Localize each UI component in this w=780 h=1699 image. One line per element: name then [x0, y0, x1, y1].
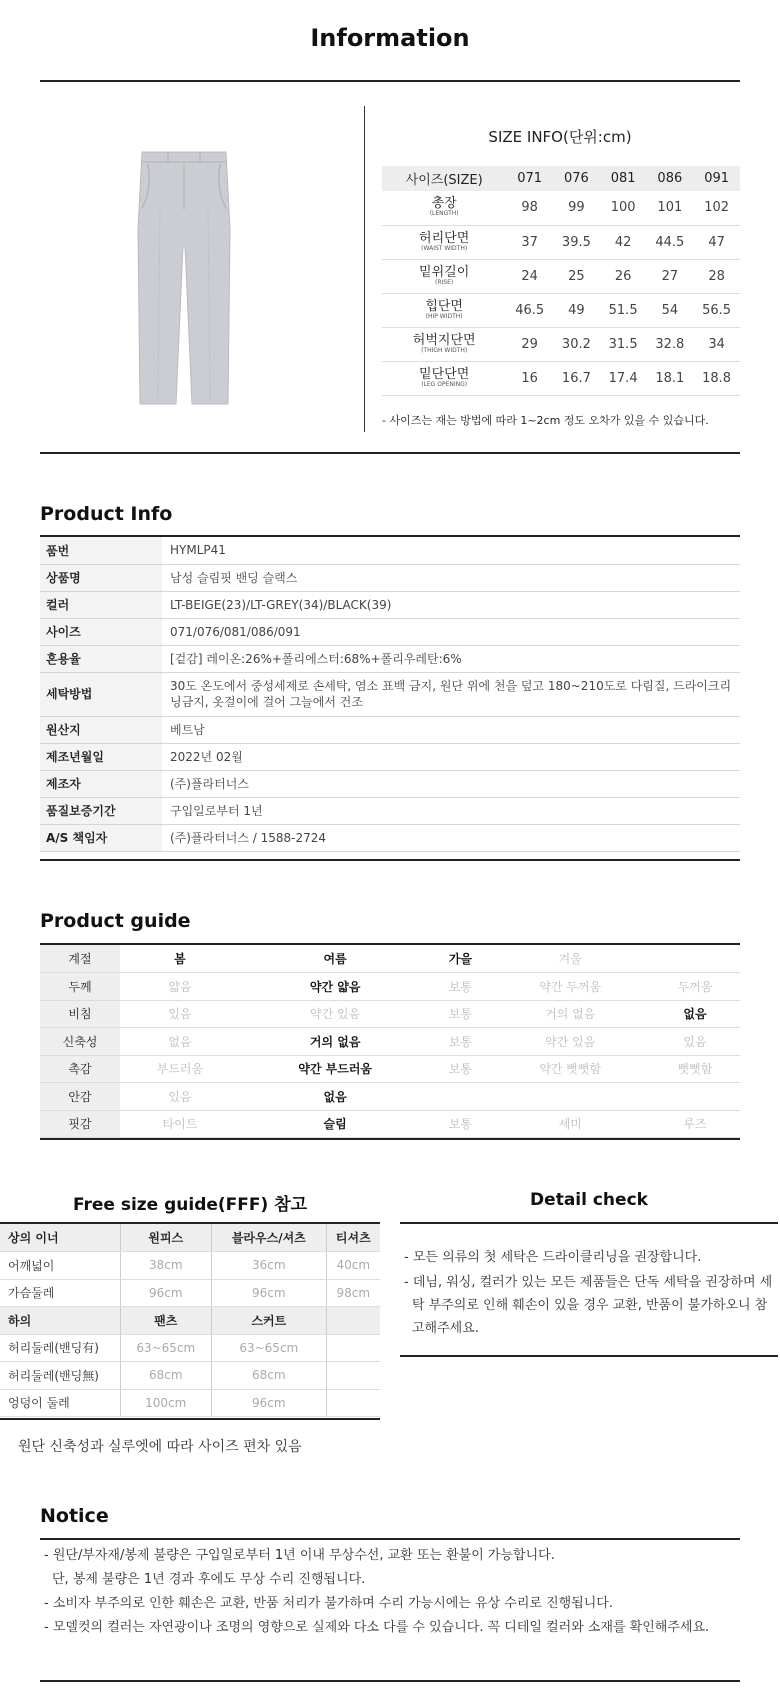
size-value: 16.7 [553, 361, 600, 395]
guide-option: 있음 [120, 1000, 240, 1028]
size-label-ko: 허리단면 [419, 230, 470, 246]
size-row-label [382, 259, 506, 293]
vertical-divider [364, 106, 365, 432]
info-value: LT-BEIGE(23)/LT-GREY(34)/BLACK(39) [162, 591, 740, 618]
size-header-label: 사이즈(SIZE) [382, 166, 506, 191]
divider [40, 80, 740, 82]
size-value: 18.8 [693, 361, 740, 395]
size-value: 29 [506, 327, 553, 361]
size-value: 99 [553, 191, 600, 225]
product-image-pants [134, 150, 234, 406]
guide-option-selected: 봄 [120, 945, 240, 973]
guide-option-selected: 없음 [650, 1000, 740, 1028]
info-row [40, 672, 740, 716]
info-key: 원산지 [40, 716, 162, 743]
free-size-header-cell: 티셔츠 [326, 1224, 380, 1252]
info-key: 품번 [40, 537, 162, 564]
divider [0, 1418, 380, 1420]
guide-option: 보통 [430, 1028, 490, 1056]
guide-key: 두께 [40, 973, 120, 1001]
info-key: 품질보증기간 [40, 797, 162, 824]
free-size-header-cell: 스커트 [212, 1307, 327, 1335]
size-value: 102 [693, 191, 740, 225]
free-size-row [0, 1362, 380, 1390]
free-size-value: 68cm [120, 1362, 212, 1390]
free-size-row [0, 1279, 380, 1307]
size-value: 44.5 [646, 225, 693, 259]
size-label-en: (WAIST WIDTH) [421, 244, 468, 252]
guide-row [40, 1000, 740, 1028]
guide-option: 있음 [120, 1083, 240, 1111]
size-row-label [382, 327, 506, 361]
free-size-header-cell: 블라우스/셔츠 [212, 1224, 327, 1252]
size-label-en: (LENGTH) [429, 210, 459, 218]
size-row-label [382, 293, 506, 327]
free-size-value: 96cm [212, 1389, 327, 1417]
notice-item: 단, 봉제 불량은 1년 경과 후에도 무상 수리 진행됩니다. [52, 1572, 366, 1587]
product-info-table [40, 537, 740, 852]
free-size-value: 100cm [120, 1389, 212, 1417]
info-key: 혼용율 [40, 645, 162, 672]
guide-option-selected: 가을 [430, 945, 490, 973]
size-label-en: (THIGH WIDTH) [421, 346, 468, 354]
size-value: 32.8 [646, 327, 693, 361]
free-size-value [326, 1389, 380, 1417]
info-value: 2022년 02월 [162, 743, 740, 770]
guide-option: 겨울 [490, 945, 650, 973]
info-value: 30도 온도에서 중성세제로 손세탁, 염소 표백 금지, 원단 위에 천을 덮고 180~210도로 다림질, 드라이크리닝금지, 옷걸이에 걸어 그늘에서 건조 [162, 672, 740, 716]
size-header: 076 [553, 166, 600, 191]
info-value: 071/076/081/086/091 [162, 618, 740, 645]
free-size-key: 어깨넓이 [0, 1252, 120, 1280]
info-row [40, 618, 740, 645]
guide-option-selected: 없음 [240, 1083, 431, 1111]
size-note: - 사이즈는 재는 방법에 따라 1~2cm 정도 오차가 있을 수 있습니다. [382, 414, 709, 427]
size-table-header [382, 166, 740, 191]
free-size-title: Free size guide(FFF) 참고 [72, 1195, 308, 1215]
size-info-title: SIZE INFO(단위:cm) [488, 128, 632, 146]
size-value: 28 [693, 259, 740, 293]
free-size-key: 엉덩이 둘레 [0, 1389, 120, 1417]
divider [400, 1222, 778, 1224]
guide-option: 없음 [120, 1028, 240, 1056]
guide-option: 뻣뻣함 [650, 1055, 740, 1083]
info-row [40, 770, 740, 797]
size-value: 100 [600, 191, 647, 225]
free-size-value: 63~65cm [120, 1334, 212, 1362]
size-row [382, 327, 740, 361]
guide-row [40, 945, 740, 973]
guide-option: 약간 있음 [490, 1028, 650, 1056]
guide-key: 비침 [40, 1000, 120, 1028]
free-size-header-cell: 팬츠 [120, 1307, 212, 1335]
info-key: 컬러 [40, 591, 162, 618]
free-size-table [0, 1224, 380, 1417]
size-row-label [382, 361, 506, 395]
free-size-note: 원단 신축성과 실루엣에 따라 사이즈 편차 있음 [18, 1439, 302, 1455]
size-header: 091 [693, 166, 740, 191]
size-row [382, 225, 740, 259]
info-key: 제조자 [40, 770, 162, 797]
guide-key: 신축성 [40, 1028, 120, 1056]
size-header: 086 [646, 166, 693, 191]
size-label-ko: 밑단단면 [419, 366, 470, 382]
guide-option: 얇음 [120, 973, 240, 1001]
guide-option: 약간 뻣뻣함 [490, 1055, 650, 1083]
info-key: 세탁방법 [40, 672, 162, 716]
page-title: Information [310, 24, 470, 52]
product-guide-table [40, 945, 740, 1138]
guide-option: 약간 두꺼움 [490, 973, 650, 1001]
size-value: 42 [600, 225, 647, 259]
divider [40, 859, 740, 861]
free-size-row [0, 1334, 380, 1362]
free-size-value: 63~65cm [212, 1334, 327, 1362]
info-key: 상품명 [40, 564, 162, 591]
product-guide-title: Product guide [40, 910, 191, 932]
size-row [382, 361, 740, 395]
size-label-en: (HIP WIDTH) [425, 312, 463, 320]
free-size-header-cell [326, 1307, 380, 1335]
size-label-en: (RISE) [435, 278, 454, 286]
size-row-label [382, 191, 506, 225]
size-value: 51.5 [600, 293, 647, 327]
guide-option: 두꺼움 [650, 973, 740, 1001]
size-value: 49 [553, 293, 600, 327]
info-value: [겉감] 레이온:26%+폴리에스터:68%+폴리우레탄:6% [162, 645, 740, 672]
info-value: HYMLP41 [162, 537, 740, 564]
guide-key: 핏감 [40, 1110, 120, 1138]
free-size-value: 98cm [326, 1279, 380, 1307]
size-label-ko: 허벅지단면 [412, 332, 476, 348]
notice-title: Notice [40, 1505, 109, 1527]
info-value: 구입일로부터 1년 [162, 797, 740, 824]
info-row [40, 591, 740, 618]
guide-option: 세미 [490, 1110, 650, 1138]
guide-option [650, 1083, 740, 1111]
notice-list [40, 1544, 740, 1640]
guide-option-selected: 거의 없음 [240, 1028, 431, 1056]
info-value: 남성 슬림핏 밴딩 슬랙스 [162, 564, 740, 591]
guide-option-selected: 여름 [240, 945, 431, 973]
size-value: 37 [506, 225, 553, 259]
info-key: 사이즈 [40, 618, 162, 645]
guide-row [40, 1055, 740, 1083]
size-row [382, 293, 740, 327]
free-size-value: 96cm [212, 1279, 327, 1307]
size-header: 081 [600, 166, 647, 191]
size-value: 16 [506, 361, 553, 395]
info-row [40, 645, 740, 672]
size-row-label [382, 225, 506, 259]
free-size-row [0, 1252, 380, 1280]
size-value: 17.4 [600, 361, 647, 395]
free-size-row [0, 1389, 380, 1417]
divider [40, 1138, 740, 1140]
guide-option: 보통 [430, 1000, 490, 1028]
info-row [40, 797, 740, 824]
guide-row [40, 1028, 740, 1056]
guide-option: 루즈 [650, 1110, 740, 1138]
guide-row [40, 973, 740, 1001]
size-label-ko: 총장 [431, 196, 457, 212]
guide-option-selected: 슬림 [240, 1110, 431, 1138]
size-value: 34 [693, 327, 740, 361]
product-info-title: Product Info [40, 503, 173, 525]
detail-check-item: - 데님, 워싱, 컬러가 있는 모든 제품들은 단독 세탁을 권장하며 세탁 부주의로 인해 훼손이 있을 경우 교환, 반품이 불가하오니 참고해주세요. [404, 1275, 773, 1336]
size-value: 46.5 [506, 293, 553, 327]
info-row [40, 716, 740, 743]
free-size-key: 허리둘레(밴딩無) [0, 1362, 120, 1390]
free-size-value [326, 1362, 380, 1390]
size-table [382, 166, 740, 396]
size-value: 31.5 [600, 327, 647, 361]
free-size-header-cell: 하의 [0, 1307, 120, 1335]
info-key: A/S 책임자 [40, 824, 162, 851]
free-size-value: 38cm [120, 1252, 212, 1280]
size-label-ko: 밑위길이 [419, 264, 470, 280]
free-size-value: 40cm [326, 1252, 380, 1280]
free-size-header-cell: 상의 이너 [0, 1224, 120, 1252]
guide-option: 있음 [650, 1028, 740, 1056]
size-label-en: (LEG OPENING) [421, 380, 468, 388]
free-size-key: 허리둘레(밴딩有) [0, 1334, 120, 1362]
guide-key: 계절 [40, 945, 120, 973]
guide-option: 거의 없음 [490, 1000, 650, 1028]
guide-option [490, 1083, 650, 1111]
divider [400, 1355, 778, 1357]
guide-key: 촉감 [40, 1055, 120, 1083]
size-value: 27 [646, 259, 693, 293]
info-value: (주)플라터너스 / 1588-2724 [162, 824, 740, 851]
size-value: 39.5 [553, 225, 600, 259]
free-size-value: 96cm [120, 1279, 212, 1307]
size-value: 26 [600, 259, 647, 293]
info-row [40, 824, 740, 851]
divider [40, 1680, 740, 1682]
free-size-value: 36cm [212, 1252, 327, 1280]
guide-option: 보통 [430, 1055, 490, 1083]
notice-item: - 소비자 부주의로 인한 훼손은 교환, 반품 처리가 불가하며 수리 가능시에는 유상 수리로 진행됩니다. [44, 1596, 613, 1611]
notice-item: - 원단/부자재/봉제 불량은 구입일로부터 1년 이내 무상수선, 교환 또는 환불이 가능합니다. [44, 1548, 555, 1563]
guide-option-selected: 약간 얇음 [240, 973, 431, 1001]
guide-option [650, 945, 740, 973]
size-value: 18.1 [646, 361, 693, 395]
guide-option: 타이트 [120, 1110, 240, 1138]
detail-check-title: Detail check [530, 1190, 648, 1210]
size-value: 101 [646, 191, 693, 225]
guide-option: 보통 [430, 973, 490, 1001]
free-size-header [0, 1307, 380, 1335]
guide-option: 약간 있음 [240, 1000, 431, 1028]
guide-option [430, 1083, 490, 1111]
guide-row [40, 1110, 740, 1138]
size-value: 54 [646, 293, 693, 327]
size-row [382, 191, 740, 225]
info-value: 베트남 [162, 716, 740, 743]
free-size-value: 68cm [212, 1362, 327, 1390]
info-row [40, 537, 740, 564]
divider [40, 452, 740, 454]
size-header: 071 [506, 166, 553, 191]
free-size-header [0, 1224, 380, 1252]
info-row [40, 743, 740, 770]
size-value: 30.2 [553, 327, 600, 361]
detail-check-list [400, 1246, 778, 1342]
notice-item: - 모델컷의 컬러는 자연광이나 조명의 영향으로 실제와 다소 다를 수 있습니다. 꼭 디테일 컬러와 소재를 확인해주세요. [44, 1620, 710, 1635]
size-row [382, 259, 740, 293]
guide-row [40, 1083, 740, 1111]
size-value: 56.5 [693, 293, 740, 327]
size-value: 47 [693, 225, 740, 259]
free-size-header-cell: 원피스 [120, 1224, 212, 1252]
info-row [40, 564, 740, 591]
free-size-value [326, 1334, 380, 1362]
guide-option-selected: 약간 부드러움 [240, 1055, 431, 1083]
size-label-ko: 힙단면 [425, 298, 463, 314]
info-value: (주)플라터너스 [162, 770, 740, 797]
size-value: 98 [506, 191, 553, 225]
free-size-key: 가슴둘레 [0, 1279, 120, 1307]
size-value: 24 [506, 259, 553, 293]
info-key: 제조년월일 [40, 743, 162, 770]
guide-key: 안감 [40, 1083, 120, 1111]
size-value: 25 [553, 259, 600, 293]
guide-option: 부드러움 [120, 1055, 240, 1083]
guide-option: 보통 [430, 1110, 490, 1138]
divider [40, 1538, 740, 1540]
detail-check-item: - 모든 의류의 첫 세탁은 드라이클리닝을 권장합니다. [404, 1250, 702, 1265]
